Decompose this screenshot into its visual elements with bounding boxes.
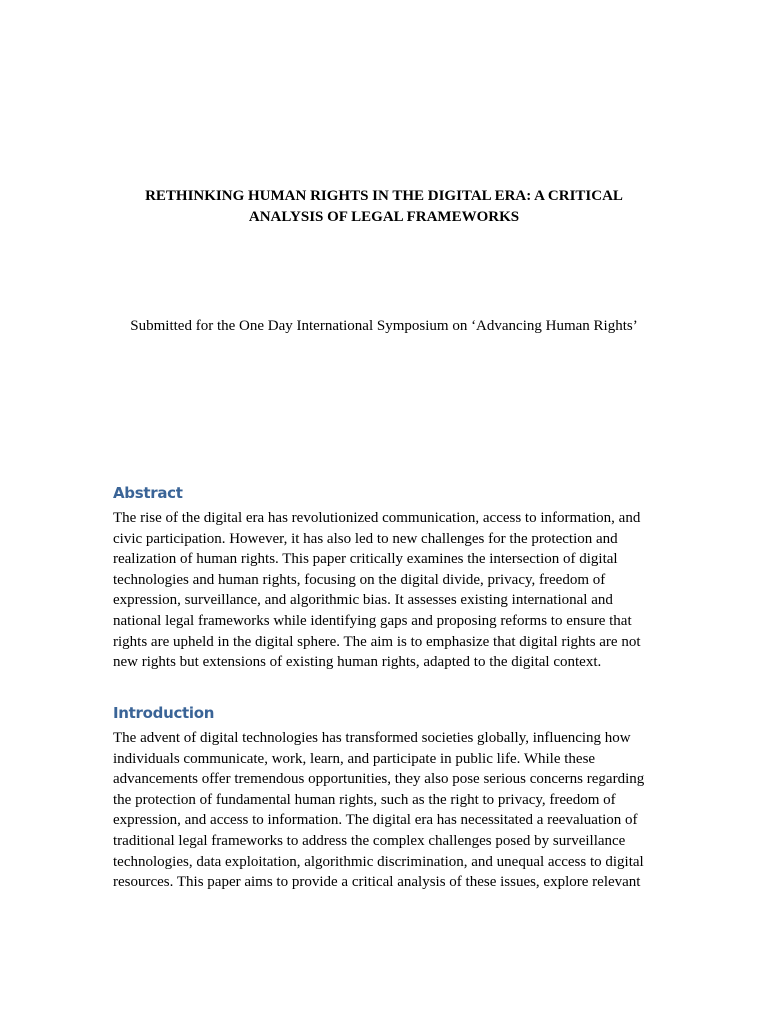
introduction-heading: Introduction bbox=[113, 704, 215, 722]
abstract-heading: Abstract bbox=[113, 484, 183, 502]
document-title: RETHINKING HUMAN RIGHTS IN THE DIGITAL ERA: A CRITICAL ANALYSIS OF LEGAL FRAMEWORKS bbox=[145, 188, 623, 225]
introduction-paragraph: The advent of digital technologies has transformed societies globally, influencing how individuals communicate, work, learn, and participate in public life. While these advancements offer tremendous opportunities, they also pose serious concerns regarding the protection of fundamental human rights, such as the right to privacy, freedom of expression, and access to information. The digital era has necessitated a reevaluation of traditional legal frameworks to address the complex challenges posed by surveillance technologies, data exploitation, algorithmic discrimination, and unequal access to digital resources. This paper aims to provide a critical analysis of these issues, explore relevant bbox=[113, 730, 645, 891]
document-subtitle: Submitted for the One Day International Symposium on ‘Advancing Human Rights’ bbox=[130, 318, 638, 334]
abstract-paragraph: The rise of the digital era has revolutionized communication, access to information, and civic participation. However, it has also led to new challenges for the protection and realization of human rights. This paper critically examines the intersection of digital technologies and human rights, focusing on the digital divide, privacy, freedom of expression, surveillance, and algorithmic bias. It assesses existing international and national legal frameworks while identifying gaps and proposing reforms to ensure that rights are upheld in the digital sphere. The aim is to emphasize that digital rights are not new rights but extensions of existing human rights, adapted to the digital context. bbox=[113, 510, 641, 671]
